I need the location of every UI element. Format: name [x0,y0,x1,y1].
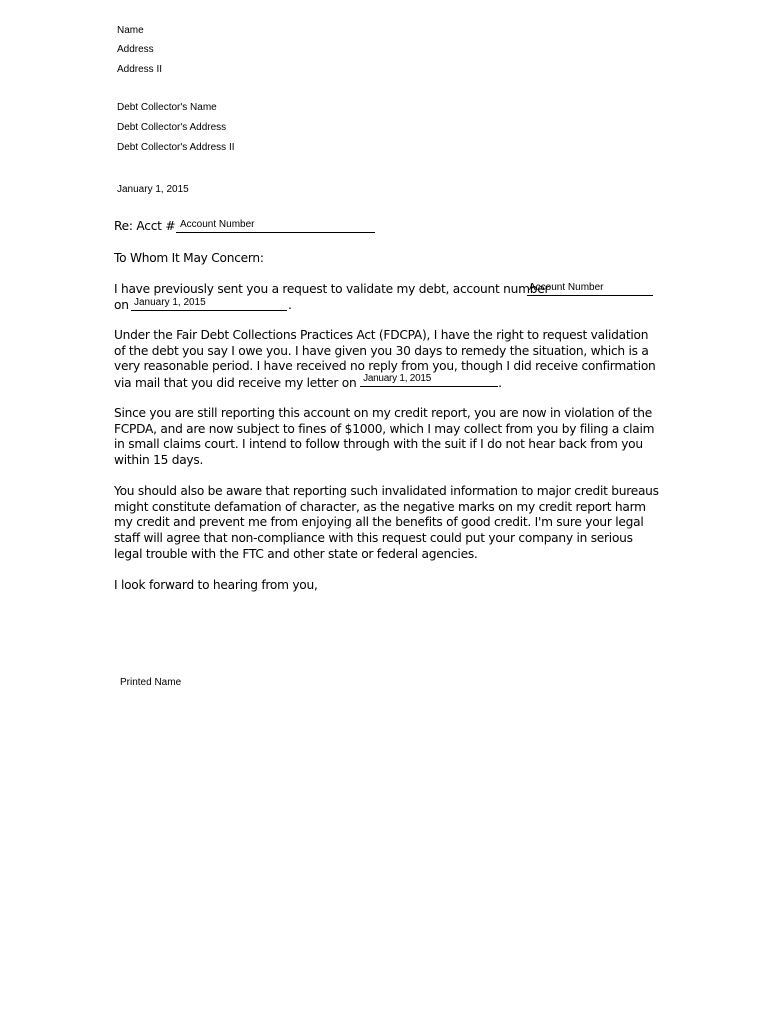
collector-name: Debt Collector's Name [117,102,217,113]
p1-account-number-value: Account Number [529,282,604,293]
p1-on-label: on [114,298,129,312]
collector-address-2: Debt Collector's Address II [117,142,235,153]
collector-address: Debt Collector's Address [117,122,227,133]
letter-date: January 1, 2015 [117,184,189,195]
p1-date-field[interactable] [131,297,287,311]
printed-name: Printed Name [120,677,182,688]
re-account-number-value: Account Number [180,219,255,230]
sender-address-2: Address II [117,64,163,75]
p1-text: I have previously sent you a request to validate my debt, account number [114,282,550,296]
p4-paragraph: You should also be aware that reporting such invalidated information to major credit bureaus might constitute defamation of character, as the negative marks on my credit report harm my credit and prevent me from enjoying all the benefits of good credit. I'm sure your legal staff will agree that non-compliance with this request could put your company in serious legal trouble with the FTC and other state or federal agencies. [114,484,659,561]
sender-name: Name [117,25,144,36]
p1-date-value: January 1, 2015 [134,297,206,308]
re-account-number-field[interactable] [176,218,375,233]
p2-text: Under the Fair Debt Collections Practices Act (FDCPA), I have the right to request validation of the debt you say I owe you. I have given you 30 days to remedy the situation, which is a very reasonable period. I have received no reply from you, though I did receive confirmation via mail that you did receive my letter on [114,328,656,391]
p1-period: . [288,298,292,312]
p2-paragraph [114,328,659,392]
p2-date-value: January 1, 2015 [363,373,432,385]
p1-account-number-field[interactable] [527,280,653,296]
re-label: Re: Acct # [114,219,176,233]
salutation: To Whom It May Concern: [114,251,264,265]
closing: I look forward to hearing from you, [114,578,318,592]
sender-address: Address [117,44,154,55]
p2-period: . [498,376,502,391]
p2-date-field[interactable] [360,375,498,387]
p3-paragraph: Since you are still reporting this account on my credit report, you are now in violation of the FCPDA, and are now subject to fines of $1000, which I may collect from you by filing a claim in small claims court. I intend to follow through with the suit if I do not hear back from you within 15 days. [114,406,655,468]
